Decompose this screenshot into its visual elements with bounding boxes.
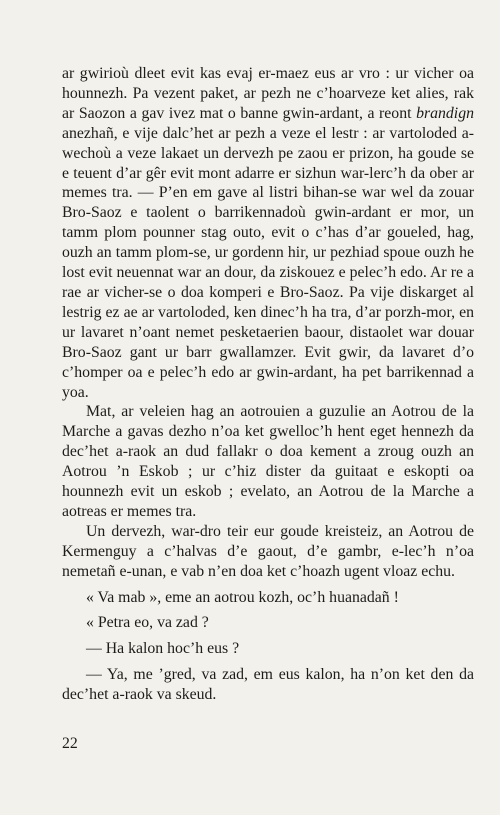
paragraph-kermenguy: Un dervezh, war-dro teir eur goude kreisteiz, an Aotrou de Kermenguy a c’halvas d’e gaout, d’e gambr, e-lec’h n’oa nemetañ e-unan, e vab n’en doa ket c’hoazh ugent vloaz echu.	[62, 522, 474, 580]
dialogue-line: « Petra eo, va zad ?	[86, 614, 209, 632]
page-number: 22	[62, 735, 78, 752]
dialogue-line: « Va mab », eme an aotrou kozh, oc’h huanadañ !	[86, 588, 399, 606]
paragraph-smuggling	[62, 64, 474, 402]
dialogue-line: — Ya, me ’gred, va zad, em eus kalon, ha n’on ket den da dec’het a-raok va skeud.	[62, 666, 474, 704]
body-text	[62, 64, 474, 705]
paragraph-priests: Mat, ar veleien hag an aotrouien a guzulie an Aotrou de la Marche a gavas dezho n’oa ket gwelloc’h hent eget hennezh da dec’het a-raok an dud fallakr o doa kement a zroug ouzh an Aotrou ’n Eskob ; ur c’hiz dister da guitaat e eskopti oa hounnezh evit un eskob ; evelato, an Aotrou de la Marche a aotreas er memes tra.	[62, 403, 474, 520]
paragraph-text: anezhañ, e vije dalc’het ar pezh a veze el lestr : ar vartoloded a-wechoù a veze lakaet un dervezh pe zaou er prizon, ha goude se e teuent d’ar gêr evit mont adarre er sizhun war-lerc’h da ober ar memes tra. — P’en em gave al listri bihan-se war wel da zouar Bro-Saoz e taolent o barrikennadoù gwin-ardant er mor, un tamm plom pounner stag outo, evit o c’has d’ar goueled, hag, ouzh an tamm plom-se, ur gordenn hir, ur pezhiad spoue ouzh he lost evit neuennat war an dour, da ziskouez e pelec’h edo. Ar re a rae ar vicher-se o doa komperi e Bro-Saoz. Pa vije diskarget al lestrig ez ae ar vartoloded, ken dinec’h ha tra, d’ar porzh-mor, en ur lavaret n’oant nemet pesketaerien baour, distaolet war douar Bro-Saoz gant ur barr gwallamzer. Evit gwir, da lavaret d’o c’homper oa e pelec’h edo ar gwin-ardant, ha pet barrikennad a yoa.	[62, 124, 474, 401]
paragraph-text: ar gwirioù dleet evit kas evaj er-maez eus ar vro : ur vicher oa hounnezh. Pa vezent paket, ar pezh ne c’hoarveze ket alies, rak ar Saozon a gav ivez mat o banne gwin-ardant, a reont	[62, 65, 474, 122]
italic-word: brandign	[416, 104, 474, 122]
dialogue-line: — Ha kalon hoc’h eus ?	[86, 640, 240, 658]
